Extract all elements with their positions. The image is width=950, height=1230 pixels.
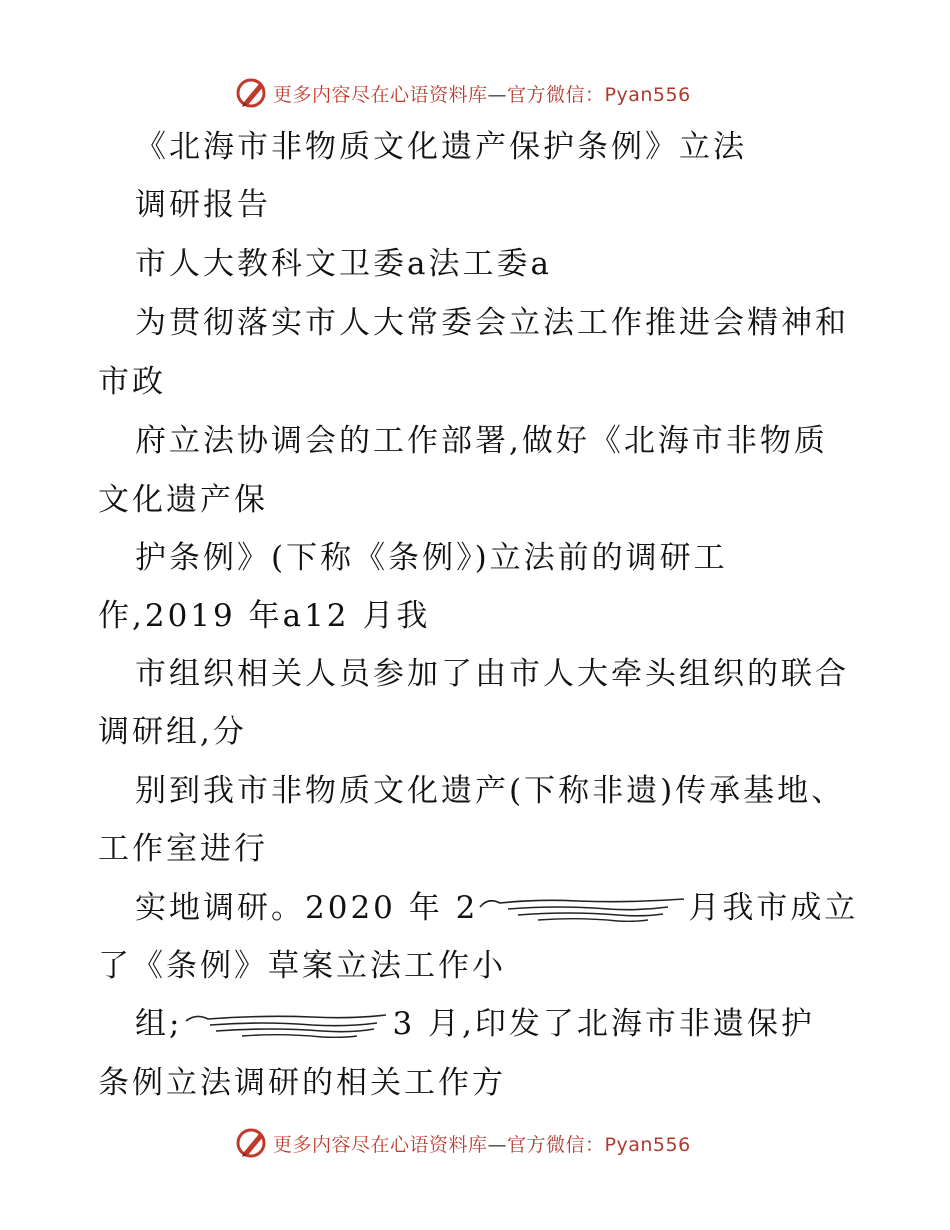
banner-wechat: 官方微信：Pyan556 bbox=[507, 83, 691, 106]
redaction-squiggle-icon bbox=[182, 1009, 392, 1043]
body-line: 护条例》(下称《条例》)立法前的调研工 bbox=[135, 540, 728, 576]
body-line: 市政 bbox=[98, 364, 166, 400]
pen-logo-icon bbox=[235, 76, 269, 110]
body-line: 市组织相关人员参加了由市人大牵头组织的联合 bbox=[135, 656, 849, 692]
body-line: 作,2019 年a12 月我 bbox=[98, 598, 431, 634]
body-line-segment: 组; bbox=[135, 1006, 183, 1042]
body-line: 文化遗产保 bbox=[98, 482, 268, 518]
banner-wechat: 官方微信：Pyan556 bbox=[507, 1133, 691, 1156]
body-line: 府立法协调会的工作部署,做好《北海市非物质 bbox=[135, 423, 828, 459]
body-line-segment: 3 月,印发了北海市非遗保护 bbox=[392, 1006, 815, 1042]
doc-title-line-2: 调研报告 bbox=[135, 187, 271, 223]
header-banner bbox=[0, 70, 950, 110]
banner-separator: — bbox=[487, 1133, 508, 1156]
banner-slogan: 更多内容尽在心语资料库 bbox=[273, 83, 488, 106]
body-line: 调研组,分 bbox=[98, 714, 247, 750]
banner-separator: — bbox=[487, 83, 508, 106]
body-line: 了《条例》草案立法工作小 bbox=[98, 948, 506, 984]
body-line: 工作室进行 bbox=[98, 831, 268, 867]
body-line-segment: 月我市成立 bbox=[688, 890, 859, 926]
body-line bbox=[135, 888, 858, 928]
redaction-squiggle-icon bbox=[478, 893, 688, 927]
body-line: 条例立法调研的相关工作方 bbox=[98, 1065, 506, 1101]
body-line bbox=[135, 1004, 815, 1044]
banner-slogan: 更多内容尽在心语资料库 bbox=[273, 1133, 488, 1156]
doc-author-line: 市人大教科文卫委a法工委a bbox=[135, 246, 552, 282]
body-line: 为贯彻落实市人大常委会立法工作推进会精神和 bbox=[135, 305, 849, 341]
footer-banner bbox=[0, 1120, 950, 1160]
pen-logo-icon bbox=[235, 1126, 269, 1160]
doc-title-line-1: 《北海市非物质文化遗产保护条例》立法 bbox=[135, 129, 747, 165]
body-line-segment: 实地调研。2020 年 2 bbox=[135, 890, 479, 926]
body-line: 别到我市非物质文化遗产(下称非遗)传承基地、 bbox=[135, 773, 846, 809]
